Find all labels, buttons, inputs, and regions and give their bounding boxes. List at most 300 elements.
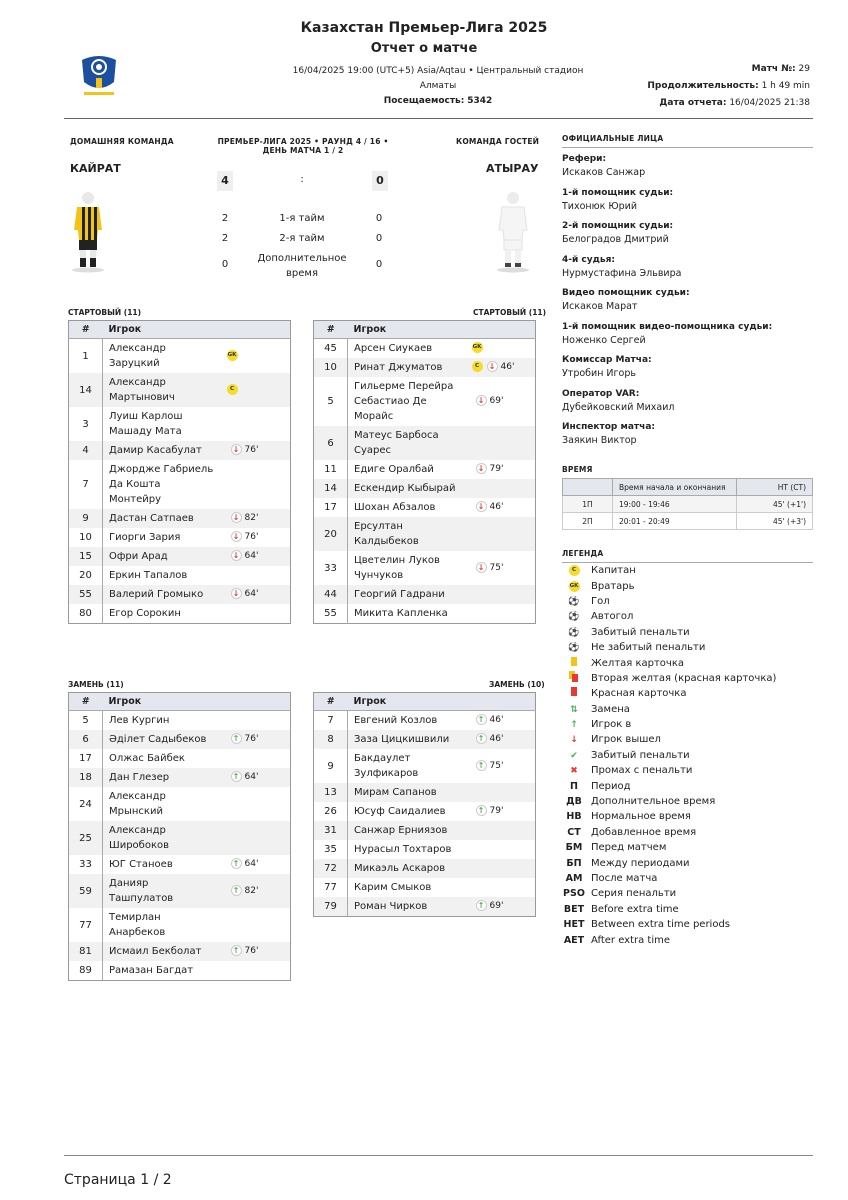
player-number: 1 [69, 339, 103, 374]
player-events [466, 840, 536, 859]
player-number: 18 [69, 768, 103, 787]
table-row [69, 407, 291, 441]
swap-icon: ⇅ [570, 704, 578, 715]
match-info [280, 64, 596, 109]
legend-text: Добавленное время [591, 826, 697, 838]
official-role: Видео помощник судьи: [562, 288, 690, 298]
table-row [69, 547, 291, 566]
table-row [314, 859, 536, 878]
divider [64, 118, 813, 119]
player-number: 14 [314, 479, 348, 498]
legend-text: Забитый пенальти [591, 749, 690, 761]
sub-minute: 76' [244, 532, 259, 542]
league-logo [74, 50, 124, 100]
player-number: 10 [69, 528, 103, 547]
player-events [466, 377, 536, 426]
legend-symbol [562, 581, 586, 592]
table-row [69, 711, 291, 731]
player-events [221, 407, 291, 441]
table-row [314, 821, 536, 840]
legend-text: Не забитый пенальти [591, 642, 706, 654]
player-name: Едиге Оралбай [354, 464, 434, 475]
legend-symbol [562, 704, 586, 715]
check-icon: ✔ [570, 750, 578, 761]
player-out-icon: ↓ [231, 512, 242, 523]
col-number: # [69, 321, 103, 339]
col-ht: HT (CT) [737, 479, 813, 496]
player-in-icon: ↑ [476, 900, 487, 911]
home-score: 4 [217, 171, 233, 191]
table-row [314, 897, 536, 917]
player-name: Цветелин Луков Чунчуков [354, 555, 440, 581]
match-number: Матч №: 29 [751, 64, 810, 74]
official-entry [562, 322, 813, 356]
official-name: Белоградов Дмитрий [562, 234, 669, 245]
player-number: 55 [314, 604, 348, 624]
legend-text: Вторая желтая (красная карточка) [591, 672, 777, 684]
legend-text: Игрок в [591, 719, 632, 731]
period-cell: 1П [563, 496, 613, 513]
period-away: 0 [375, 233, 383, 244]
period-home: 0 [221, 259, 229, 270]
player-name: Александр Мрынский [109, 791, 166, 817]
player-events [221, 787, 291, 821]
player-name: Ринат Джуматов [348, 358, 466, 377]
away-subs-caption: ЗАМЕНЬ (10) [489, 680, 545, 689]
player-number: 59 [69, 874, 103, 908]
table-row [314, 377, 536, 426]
sub-minute: 82' [244, 513, 259, 523]
player-in-icon: ↑ [476, 805, 487, 816]
period-home: 2 [221, 213, 229, 224]
legend-symbol [562, 750, 586, 761]
player-number: 15 [69, 547, 103, 566]
official-entry [562, 154, 813, 188]
player-name: Рамазан Багдат [109, 965, 194, 976]
player-name: Микита Капленка [354, 608, 448, 619]
legend-symbol [562, 858, 586, 869]
sub-minute: 75' [489, 760, 504, 771]
player-number: 55 [69, 585, 103, 604]
col-times: Время начала и окончания [613, 479, 737, 496]
legend-abbr: ДВ [566, 796, 582, 808]
legend-text: Перед матчем [591, 842, 667, 854]
legend-item [562, 578, 813, 593]
player-name: Евгений Козлов [354, 715, 438, 726]
table-row [314, 426, 536, 460]
player-events [466, 551, 536, 585]
player-name: Санжар Ерниязов [348, 821, 466, 840]
player-number: 4 [69, 441, 103, 460]
official-name: Нурмустафина Эльвира [562, 267, 682, 279]
legend-item [562, 763, 813, 778]
report-subtitle: Отчет о матче [370, 41, 478, 56]
player-number: 33 [314, 551, 348, 585]
home-subs-caption: ЗАМЕНЬ (11) [68, 680, 124, 689]
player-number: 17 [314, 498, 348, 517]
sub-minute: 69' [489, 396, 504, 406]
goalkeeper-icon: GK [569, 581, 580, 592]
player-name: ЮГ Станоев [109, 859, 173, 870]
score-separator: : [300, 174, 304, 185]
ball-icon: ⚽ [568, 596, 580, 607]
player-out-icon: ↓ [231, 588, 242, 599]
legend-symbol [562, 919, 586, 930]
sub-minute: 79' [489, 806, 504, 816]
legend-item [562, 594, 813, 609]
player-out-icon: ↓ [476, 463, 487, 474]
official-name: Искаков Марат [562, 301, 638, 312]
officials-list [562, 154, 813, 456]
period-away: 0 [375, 213, 383, 224]
player-events [221, 547, 291, 566]
player-events [221, 711, 291, 731]
table-row [69, 874, 291, 908]
table-row [69, 585, 291, 604]
col-number: # [69, 693, 103, 711]
sub-minute: 46' [489, 715, 504, 725]
legend-item [562, 671, 813, 686]
table-row [69, 961, 291, 981]
player-name: Заза Цицкишвили [348, 730, 466, 749]
time-title: ВРЕМЯ [562, 465, 593, 474]
away-starting-caption: СТАРТОВЫЙ (11) [473, 308, 547, 317]
legend-item [562, 640, 813, 655]
table-row [314, 585, 536, 604]
player-events [221, 908, 291, 942]
table-row [314, 479, 536, 498]
player-name: Офри Арад [103, 547, 221, 566]
player-events [221, 585, 291, 604]
table-row [69, 373, 291, 407]
player-number: 20 [314, 517, 348, 551]
table-row [69, 821, 291, 855]
legend-symbol [562, 596, 586, 607]
player-number: 20 [69, 566, 103, 585]
table-row [314, 517, 536, 551]
player-events [221, 441, 291, 460]
period-label: 1-я тайм [279, 213, 325, 224]
official-role: 1-й помощник судьи: [562, 187, 674, 198]
match-duration: Продолжительность: 1 h 49 min [647, 81, 810, 91]
player-number: 3 [69, 407, 103, 441]
player-number: 89 [69, 961, 103, 981]
player-name: Гиорги Зария [109, 532, 181, 543]
player-events [466, 878, 536, 897]
legend-symbol [562, 827, 586, 838]
player-number: 5 [69, 711, 103, 731]
table-row [314, 878, 536, 897]
player-name: Роман Чирков [348, 897, 466, 917]
player-name: Дан Глезер [103, 768, 221, 787]
legend-text: Гол [591, 595, 610, 607]
legend-abbr: PSO [563, 888, 585, 900]
player-events [466, 711, 536, 731]
player-events [466, 479, 536, 498]
player-events [466, 783, 536, 802]
sub-minute: 69' [489, 901, 504, 911]
legend-abbr: БП [566, 857, 582, 869]
official-entry [562, 288, 813, 322]
legend-item [562, 625, 813, 640]
player-name: Микаэль Аскаров [348, 859, 466, 878]
player-number: 7 [69, 460, 103, 509]
col-player: Игрок [348, 321, 536, 339]
legend-item [562, 732, 813, 747]
legend-item [562, 609, 813, 624]
table-row [69, 787, 291, 821]
player-in-icon: ↑ [231, 733, 242, 744]
away-score: 0 [372, 171, 388, 191]
player-number: 6 [314, 426, 348, 460]
ball-icon: ⚽ [568, 627, 580, 638]
round-info: ПРЕМЬЕР-ЛИГА 2025 • РАУНД 4 / 16 • ДЕНЬ МАТЧА 1 / 2 [217, 137, 389, 155]
home-subs-table [68, 692, 291, 981]
player-events [466, 460, 536, 479]
player-name: Данияр Ташпулатов [103, 874, 221, 908]
legend-text: Красная карточка [591, 688, 687, 700]
report-title: Казахстан Премьер-Лига 2025 [300, 20, 548, 36]
table-row [69, 942, 291, 961]
legend-abbr: HET [563, 919, 585, 931]
legend-symbol [562, 565, 586, 576]
player-out-icon: ↓ [231, 444, 242, 455]
legend-text: Нормальное время [591, 811, 691, 823]
player-events [466, 358, 536, 377]
player-number: 9 [69, 509, 103, 528]
legend-item [562, 563, 813, 578]
sub-minute: 82' [244, 885, 259, 896]
official-entry [562, 422, 813, 456]
player-number: 80 [69, 604, 103, 624]
sub-minute: 46' [489, 502, 504, 512]
period-label: 2-я тайм [279, 233, 325, 244]
player-number: 13 [314, 783, 348, 802]
player-number: 79 [314, 897, 348, 917]
col-player: Игрок [348, 693, 536, 711]
away-team-name: АТЫРАУ [486, 162, 539, 175]
captain-badge: C [227, 384, 238, 395]
table-row [563, 513, 813, 530]
official-entry [562, 389, 813, 423]
player-events [466, 426, 536, 460]
table-row [69, 460, 291, 509]
away-team-label: КОМАНДА ГОСТЕЙ [456, 137, 540, 146]
cross-icon: ✖ [570, 766, 578, 777]
legend-text: After extra time [591, 934, 671, 946]
official-name: Ноженко Сергей [562, 334, 646, 346]
time-table [562, 478, 813, 530]
legend-text: Вратарь [591, 580, 635, 592]
legend-abbr: BET [563, 903, 585, 915]
table-row [69, 509, 291, 528]
yellow-card-icon [569, 660, 579, 671]
player-events [221, 566, 291, 585]
captain-badge: C [472, 361, 483, 372]
official-name: Искаков Санжар [562, 167, 646, 178]
legend-text: Капитан [591, 565, 636, 577]
player-events [221, 528, 291, 547]
goalkeeper-badge: GK [227, 350, 238, 361]
player-out-icon: ↓ [487, 361, 498, 372]
player-events [221, 604, 291, 624]
player-name: Лев Кургин [109, 715, 170, 726]
legend-symbol [562, 656, 586, 671]
legend-item [562, 686, 813, 701]
player-events [466, 730, 536, 749]
home-kit-icon [68, 190, 108, 278]
home-team-label: ДОМАШНЯЯ КОМАНДА [70, 137, 174, 146]
legend-text: После матча [591, 873, 658, 884]
player-name: Гильерме Перейра Себастиао Де Морайс [354, 381, 454, 422]
table-row [69, 604, 291, 624]
player-number: 33 [69, 855, 103, 874]
player-name: Еркин Тапалов [109, 570, 188, 581]
legend-symbol [562, 611, 586, 622]
player-number: 10 [314, 358, 348, 377]
table-row [69, 441, 291, 460]
sub-minute: 64' [244, 859, 259, 869]
official-role: Оператор VAR: [562, 388, 640, 399]
legend-symbol [562, 811, 586, 822]
player-in-icon: ↑ [476, 714, 487, 725]
table-row [563, 496, 813, 513]
sub-minute: 64' [244, 772, 259, 782]
report-date: Дата отчета: 16/04/2025 21:38 [659, 98, 810, 108]
player-events [221, 821, 291, 855]
player-events [466, 585, 536, 604]
legend-item [562, 855, 813, 870]
legend-abbr: СТ [567, 826, 581, 838]
col-player: Игрок [103, 321, 291, 339]
legend-symbol [562, 935, 586, 946]
table-row [69, 339, 291, 374]
legend-text: Дополнительное время [591, 796, 716, 808]
official-name: Дубейковский Михаил [562, 401, 675, 413]
legend-item [562, 717, 813, 732]
player-number: 26 [314, 802, 348, 821]
red-card-icon [569, 690, 579, 701]
legend-item [562, 825, 813, 840]
player-number: 81 [69, 942, 103, 961]
owngoal-icon: ⚽ [568, 612, 580, 623]
official-entry [562, 188, 813, 222]
in-icon: ↑ [570, 720, 578, 731]
player-out-icon: ↓ [476, 395, 487, 406]
legend-symbol [562, 873, 586, 884]
legend-list [562, 563, 813, 948]
player-out-icon: ↓ [231, 550, 242, 561]
player-events [466, 749, 536, 783]
legend-item [562, 886, 813, 901]
table-row [314, 783, 536, 802]
player-events [221, 730, 291, 749]
player-number: 72 [314, 859, 348, 878]
player-name: Олжас Байбек [109, 753, 185, 764]
player-number: 25 [69, 821, 103, 855]
player-in-icon: ↑ [231, 858, 242, 869]
player-name: Александр Заруцкий [109, 343, 166, 369]
legend-abbr: П [570, 780, 578, 792]
player-number: 7 [314, 711, 348, 731]
legend-text: Период [591, 780, 631, 792]
player-name: Ерсултан Калдыбеков [348, 517, 466, 551]
legend-abbr: AET [563, 934, 585, 946]
player-events [466, 821, 536, 840]
legend-text: Желтая карточка [591, 657, 684, 669]
player-number: 14 [69, 373, 103, 407]
player-number: 77 [314, 878, 348, 897]
datetime-venue: 16/04/2025 19:00 (UTC+5) Asia/Aqtau • Центральный стадион [292, 66, 584, 76]
legend-text: Между периодами [591, 857, 690, 869]
player-events [466, 339, 536, 359]
player-events [221, 509, 291, 528]
player-out-icon: ↓ [231, 531, 242, 542]
official-role: 2-й помощник судьи: [562, 221, 674, 231]
table-row [314, 460, 536, 479]
legend-symbol [562, 642, 586, 653]
player-events [466, 897, 536, 917]
player-events [466, 604, 536, 624]
player-events [221, 942, 291, 961]
player-name: Ескендир Кыбырай [348, 479, 466, 498]
match-meta [590, 61, 810, 112]
legend-abbr: БМ [565, 842, 583, 854]
divider [562, 147, 813, 148]
col-number: # [314, 321, 348, 339]
player-events [466, 498, 536, 517]
player-name: Шохан Абзалов [354, 502, 436, 513]
player-events [221, 373, 291, 407]
legend-item [562, 840, 813, 855]
official-role: Рефери: [562, 154, 607, 164]
home-starting-table [68, 320, 291, 624]
player-in-icon: ↑ [476, 760, 487, 771]
table-row [314, 749, 536, 783]
player-name: Нурасыл Тохтаров [354, 844, 452, 855]
player-number: 31 [314, 821, 348, 840]
sub-minute: 76' [244, 946, 259, 956]
legend-item [562, 871, 813, 886]
player-number: 6 [69, 730, 103, 749]
legend-item [562, 794, 813, 809]
player-events [466, 802, 536, 821]
legend-symbol [562, 842, 586, 853]
player-out-icon: ↓ [476, 501, 487, 512]
legend-item [562, 902, 813, 917]
sub-minute: 64' [244, 589, 259, 599]
legend-text: Забитый пенальти [591, 626, 690, 638]
col-period [563, 479, 613, 496]
official-name: Утробин Игорь [562, 368, 636, 379]
player-events [466, 859, 536, 878]
period-cell: 2П [563, 513, 613, 530]
player-number: 44 [314, 585, 348, 604]
legend-item [562, 748, 813, 763]
player-in-icon: ↑ [231, 885, 242, 896]
table-row [69, 528, 291, 547]
player-name: Әділет Садыбеков [103, 730, 221, 749]
legend-symbol [562, 671, 586, 686]
table-row [314, 730, 536, 749]
official-role: 4-й судья: [562, 254, 615, 265]
legend-symbol [562, 796, 586, 807]
legend-text: Игрок вышел [591, 734, 661, 746]
player-name: Юсуф Саидалиев [354, 806, 446, 817]
ball-icon: ⚽ [568, 643, 580, 654]
home-starting-caption: СТАРТОВЫЙ (11) [68, 308, 142, 317]
official-entry [562, 355, 813, 389]
